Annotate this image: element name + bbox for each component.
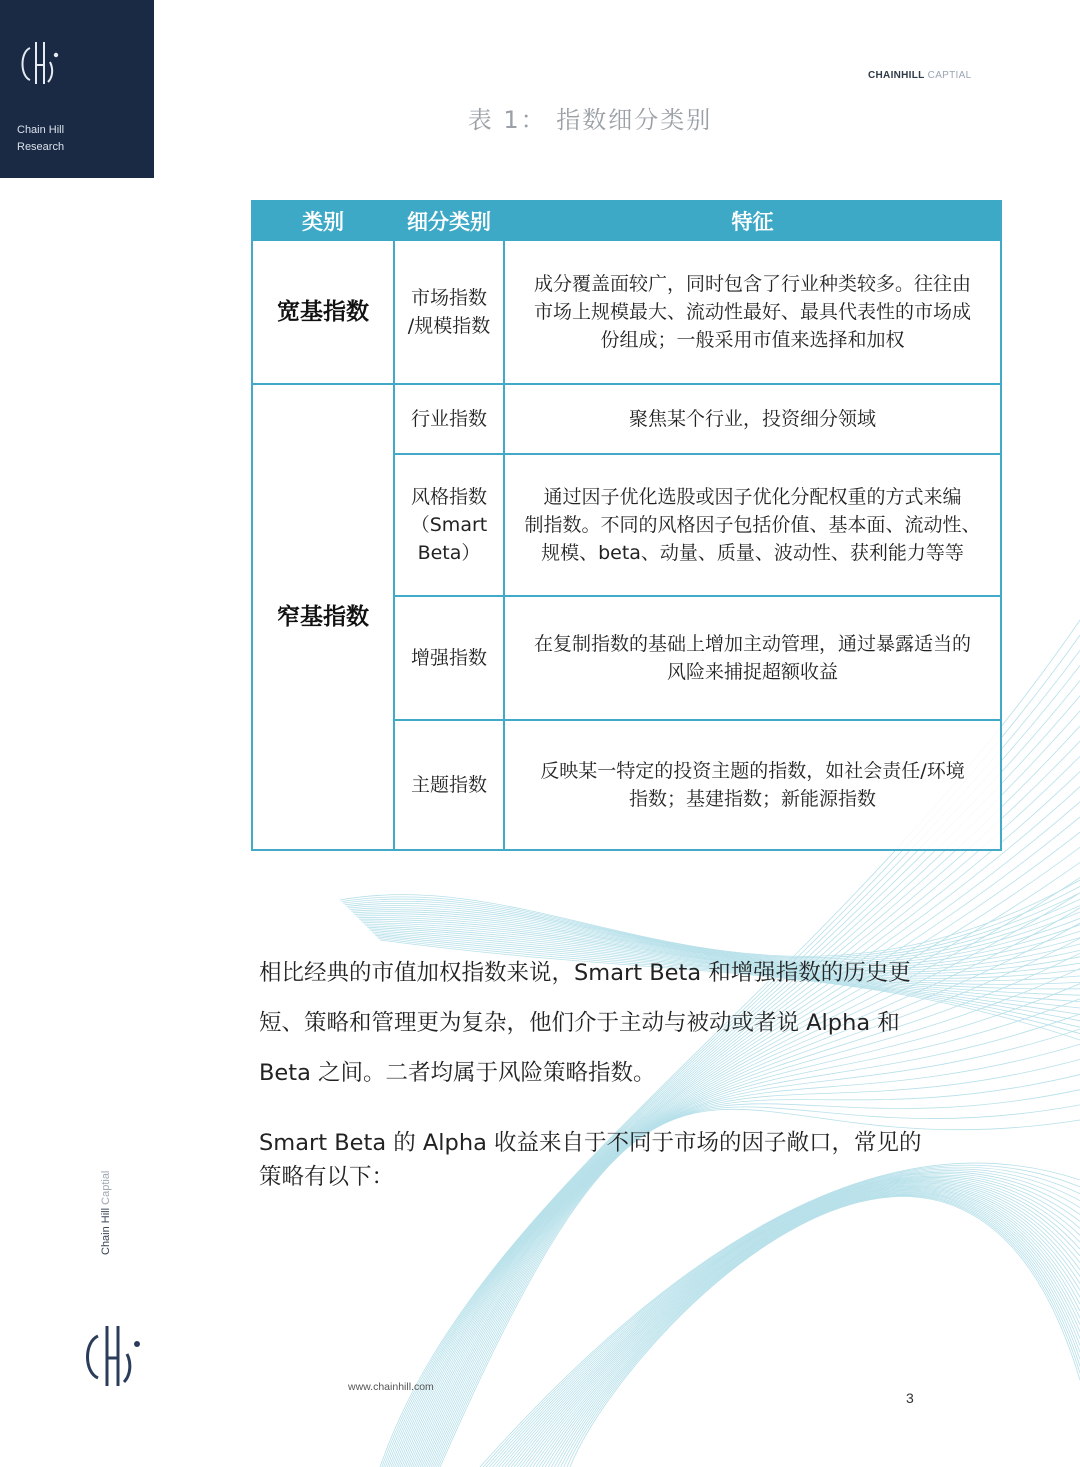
feature-line: 制指数。不同的风格因子包括价值、基本面、流动性、 — [524, 514, 981, 536]
feature-cell — [504, 384, 1001, 454]
subcategory-line: （Smart — [410, 514, 488, 536]
table-row — [252, 240, 1001, 384]
category-cell: 宽基指数 — [252, 240, 394, 384]
paragraph-line: 相比经典的市值加权指数来说，Smart Beta 和增强指数的历史更 — [259, 960, 911, 986]
footer-url: www.chainhill.com — [348, 1381, 434, 1393]
feature-line: 规模、beta、动量、质量、波动性、获利能力等等 — [541, 542, 964, 564]
paragraph-line: Smart Beta 的 Alpha 收益来自于不同于市场的因子敞口，常见的 — [259, 1130, 922, 1156]
header-subcategory: 细分类别 — [394, 201, 504, 240]
subcategory-line: 市场指数 — [410, 287, 487, 309]
subcategory-line: 增强指数 — [410, 647, 487, 669]
subcategory-cell — [394, 240, 504, 384]
category-cell: 窄基指数 — [252, 384, 394, 850]
feature-line: 通过因子优化选股或因子优化分配权重的方式来编 — [543, 486, 962, 508]
table-row — [252, 384, 1001, 454]
feature-line: 在复制指数的基础上增加主动管理，通过暴露适当的 — [533, 633, 971, 655]
subcategory-line: 风格指数 — [410, 486, 487, 508]
subcategory-cell — [394, 720, 504, 850]
index-category-table — [251, 200, 1002, 851]
subcategory-cell — [394, 384, 504, 454]
feature-cell — [504, 454, 1001, 596]
sidebar-brand-light: Captial — [100, 1170, 112, 1208]
subcategory-line: Beta） — [417, 542, 481, 564]
feature-line: 成分覆盖面较广，同时包含了行业种类较多。往往由 — [533, 273, 971, 295]
table-caption: 表 1： 指数细分类别 — [467, 106, 713, 134]
brand-block — [0, 0, 154, 178]
feature-line: 指数；基建指数；新能源指数 — [628, 788, 876, 810]
subcategory-line: /规模指数 — [407, 315, 491, 337]
brand-name-line2: Research — [17, 141, 65, 153]
body-paragraph-2 — [259, 1126, 999, 1194]
brand-name-line1: Chain Hill — [17, 124, 65, 136]
header-feature: 特征 — [504, 201, 1001, 240]
feature-cell — [504, 720, 1001, 850]
sidebar-vertical-brand — [100, 1171, 112, 1255]
feature-cell — [504, 596, 1001, 720]
footer-logo-icon — [80, 1320, 146, 1390]
header-category: 类别 — [252, 201, 394, 240]
body-paragraph-1 — [259, 948, 999, 1098]
subcategory-line: 主题指数 — [410, 774, 487, 796]
header-wordmark-light: CAPTIAL — [924, 70, 972, 81]
feature-line: 反映某一特定的投资主题的指数，如社会责任/环境 — [540, 760, 965, 782]
paragraph-line: 策略有以下： — [259, 1164, 395, 1190]
subcategory-line: 行业指数 — [410, 408, 487, 430]
feature-line: 市场上规模最大、流动性最好、最具代表性的市场成 — [533, 301, 971, 323]
page-number: 3 — [906, 1390, 914, 1406]
feature-line: 聚焦某个行业，投资细分领域 — [628, 408, 876, 430]
feature-line: 份组成；一般采用市值来选择和加权 — [600, 329, 905, 351]
table-header-row — [252, 201, 1001, 240]
chainhill-logo-icon — [16, 38, 64, 88]
subcategory-cell — [394, 454, 504, 596]
header-wordmark — [868, 70, 971, 81]
paragraph-line: 短、策略和管理更为复杂，他们介于主动与被动或者说 Alpha 和 — [259, 1010, 900, 1036]
paragraph-line: Beta 之间。二者均属于风险策略指数。 — [259, 1060, 656, 1086]
sidebar-brand-bold: Chain Hill — [100, 1207, 112, 1255]
feature-line: 风险来捕捉超额收益 — [666, 661, 838, 683]
feature-cell — [504, 240, 1001, 384]
subcategory-cell — [394, 596, 504, 720]
header-wordmark-bold: CHAINHILL — [868, 70, 925, 81]
